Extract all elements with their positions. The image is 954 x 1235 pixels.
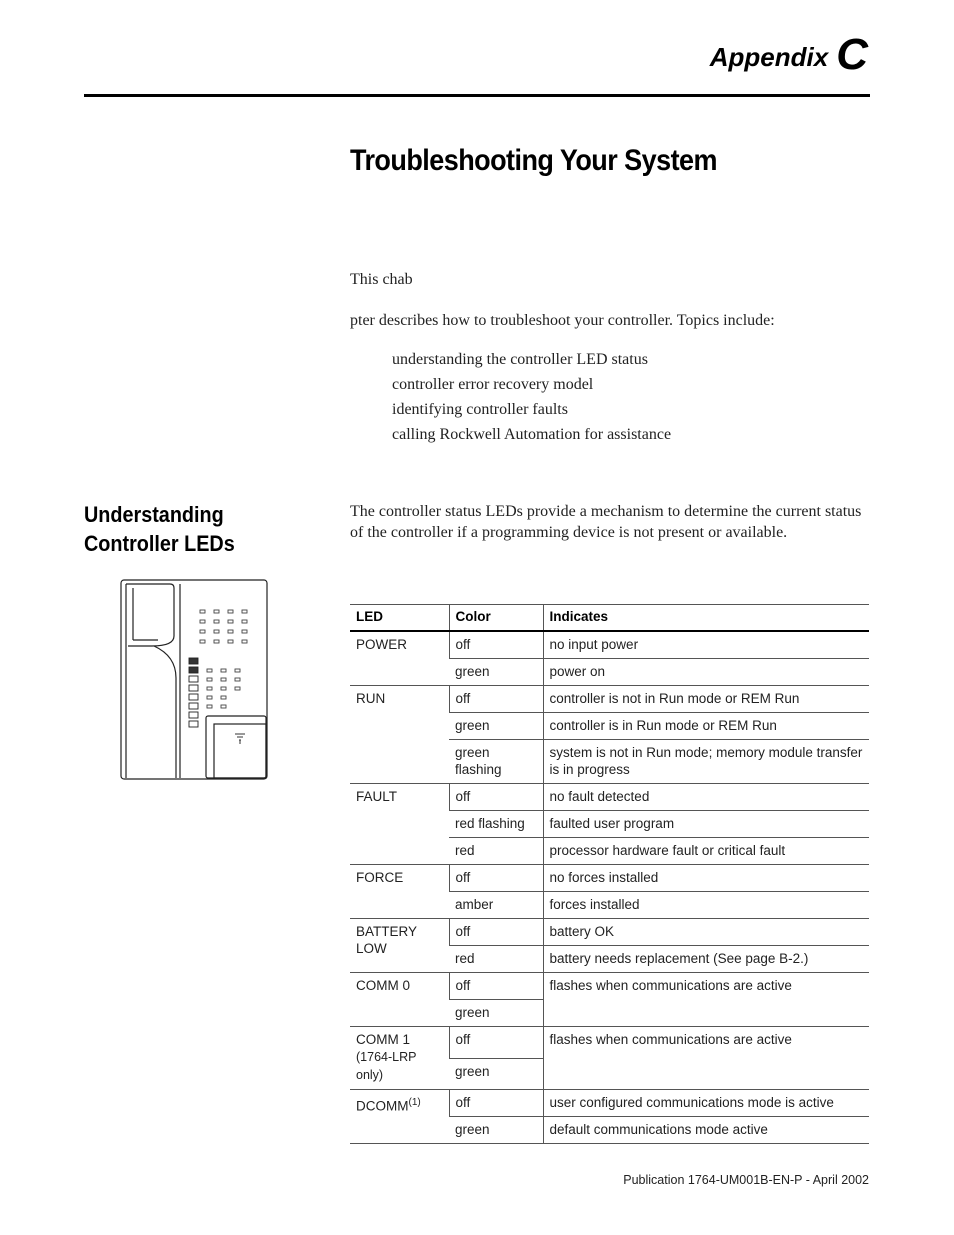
- indicates-cell: controller is not in Run mode or REM Run: [543, 686, 869, 713]
- header-led: LED: [350, 605, 449, 632]
- color-cell: green: [449, 713, 543, 740]
- indicates-cell: no forces installed: [543, 865, 869, 892]
- indicates-cell: battery needs replacement (See page B-2.): [543, 946, 869, 973]
- intro-text-part2: pter describes how to troubleshoot your controller. Topics include:: [350, 312, 775, 329]
- color-cell: amber: [449, 892, 543, 919]
- header-rule: [84, 94, 870, 97]
- led-grid-bottom: [207, 669, 240, 708]
- indicates-cell: default communications mode active: [543, 1117, 869, 1144]
- publication-footer: Publication 1764-UM001B-EN-P - April 2002: [623, 1173, 869, 1187]
- color-cell: green: [449, 1058, 543, 1090]
- topic-item: understanding the controller LED status: [392, 351, 648, 368]
- led-name-run: RUN: [350, 686, 449, 784]
- indicates-cell: no fault detected: [543, 784, 869, 811]
- appendix-letter: C: [836, 30, 868, 79]
- led-name-comm1-note: (1764-LRP only): [356, 1050, 417, 1082]
- topic-item: calling Rockwell Automation for assistance: [392, 426, 672, 443]
- led-name-comm0: COMM 0: [350, 973, 449, 1027]
- led-name-comm1: [350, 1027, 449, 1090]
- table-row: [350, 973, 869, 1000]
- color-cell: off: [449, 919, 543, 946]
- table-row: [350, 865, 869, 892]
- table-row: [350, 1027, 869, 1059]
- appendix-heading: [710, 30, 868, 80]
- indicates-cell: processor hardware fault or critical fault: [543, 838, 869, 865]
- color-cell: red: [449, 946, 543, 973]
- color-cell: green flashing: [449, 740, 543, 784]
- led-name-dcomm: [350, 1090, 449, 1144]
- color-cell: green: [449, 659, 543, 686]
- indicates-cell: flashes when communications are active: [543, 1027, 869, 1090]
- led-name-force: FORCE: [350, 865, 449, 919]
- header-indicates: Indicates: [543, 605, 869, 632]
- appendix-word: Appendix: [709, 42, 829, 72]
- table-header-row: [350, 605, 869, 632]
- topic-item: controller error recovery model: [392, 376, 594, 393]
- indicates-cell: flashes when communications are active: [543, 973, 869, 1027]
- indicates-cell: controller is in Run mode or REM Run: [543, 713, 869, 740]
- page-title: Troubleshooting Your System: [350, 144, 717, 177]
- color-cell: red flashing: [449, 811, 543, 838]
- table-row: [350, 631, 869, 659]
- status-led-column: [189, 658, 198, 727]
- indicates-cell: system is not in Run mode; memory module transfer is in progress: [543, 740, 869, 784]
- led-name-power: POWER: [350, 631, 449, 686]
- header-color: Color: [449, 605, 543, 632]
- led-name-battery-low: BATTERY LOW: [350, 919, 449, 973]
- antenna-symbol-icon: [235, 734, 245, 744]
- table-row: [350, 784, 869, 811]
- led-name-fault: FAULT: [350, 784, 449, 865]
- intro-text-part1: This chab: [350, 271, 413, 288]
- led-status-table: [350, 604, 869, 1144]
- color-cell: green: [449, 1117, 543, 1144]
- indicates-cell: no input power: [543, 631, 869, 659]
- color-cell: off: [449, 1090, 543, 1117]
- color-cell: off: [449, 784, 543, 811]
- color-cell: off: [449, 973, 543, 1000]
- led-grid-top: [200, 610, 247, 643]
- indicates-cell: battery OK: [543, 919, 869, 946]
- table-row: [350, 1090, 869, 1117]
- led-name-dcomm-label: DCOMM: [356, 1098, 409, 1114]
- section-paragraph: The controller status LEDs provide a mechanism to determine the current status of the controller if a programming device is not present or available.: [350, 503, 862, 541]
- color-cell: green: [449, 1000, 543, 1027]
- footnote-marker: (1): [408, 1097, 421, 1108]
- table-row: [350, 686, 869, 713]
- color-cell: off: [449, 686, 543, 713]
- indicates-cell: forces installed: [543, 892, 869, 919]
- section-heading: Understanding Controller LEDs: [84, 502, 235, 556]
- color-cell: off: [449, 865, 543, 892]
- table-row: [350, 919, 869, 946]
- indicates-cell: user configured communications mode is active: [543, 1090, 869, 1117]
- color-cell: red: [449, 838, 543, 865]
- topic-item: identifying controller faults: [392, 401, 568, 418]
- topics-list: [392, 349, 671, 449]
- color-cell: off: [449, 1027, 543, 1059]
- controller-illustration: [118, 578, 270, 782]
- led-name-comm1-label: COMM 1: [356, 1032, 410, 1047]
- indicates-cell: power on: [543, 659, 869, 686]
- color-cell: off: [449, 631, 543, 659]
- indicates-cell: faulted user program: [543, 811, 869, 838]
